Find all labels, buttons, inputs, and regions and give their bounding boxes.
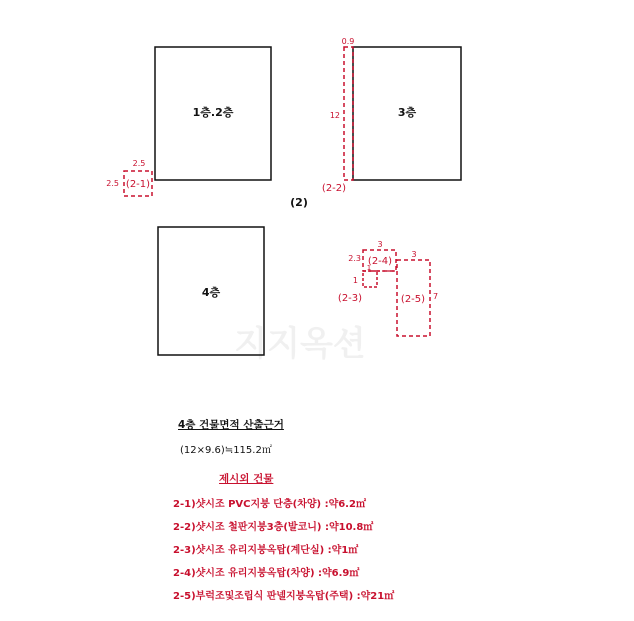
annex-2-5-height: 7 <box>433 292 439 301</box>
annex-2-1-height: 2.5 <box>106 179 119 188</box>
annex-2-3-outline <box>363 271 377 287</box>
annex-2-4-height: 2.3 <box>348 254 361 263</box>
excluded-item: 2-1)샷시조 PVC지붕 단층(차양) :약6.2㎡ <box>173 499 366 510</box>
annex-2-2-label: (2-2) <box>321 183 347 194</box>
floor-1-2-label: 1층.2층 <box>192 106 234 119</box>
excluded-buildings <box>173 471 394 602</box>
excluded-title: 제시외 건물 <box>219 473 274 485</box>
floor-4-label: 4층 <box>201 286 221 299</box>
annex-2-3-width: 1 <box>366 264 372 272</box>
annex-2-1-label: (2-1) <box>125 179 151 190</box>
annex-2-4-label: (2-4) <box>367 256 393 267</box>
annex-2-4-width: 3 <box>377 240 383 249</box>
annex-2-5-label: (2-5) <box>400 294 426 305</box>
area-basis-title: 4층 건물면적 산출근거 <box>178 419 284 431</box>
watermark: 지지옥션 <box>234 324 366 364</box>
area-basis <box>178 417 284 456</box>
excluded-item: 2-3)샷시조 유리지붕옥탑(계단실) :약1㎡ <box>173 545 359 556</box>
annex-2-1-width: 2.5 <box>132 159 146 168</box>
annex-2-3-label: (2-3) <box>337 293 363 304</box>
annex-2-2-width: 0.9 <box>341 37 355 46</box>
excluded-item: 2-2)샷시조 철판지붕3층(발코니) :약10.8㎡ <box>173 522 374 533</box>
annex-2-2-height: 12 <box>329 111 340 120</box>
annex-2-3-height: 1 <box>352 276 358 285</box>
annex-2-2-outline <box>344 47 353 180</box>
annex-2-5-width: 3 <box>411 250 417 259</box>
floor-3-label: 3층 <box>397 106 417 119</box>
diagram-caption: (2) <box>290 196 308 209</box>
area-basis-formula: (12×9.6)≒115.2㎡ <box>180 445 272 456</box>
excluded-item: 2-5)부럭조및조립식 판넬지붕옥탑(주택) :약21㎡ <box>173 591 395 602</box>
excluded-item: 2-4)샷시조 유리지붕옥탑(차양) :약6.9㎡ <box>173 568 360 579</box>
